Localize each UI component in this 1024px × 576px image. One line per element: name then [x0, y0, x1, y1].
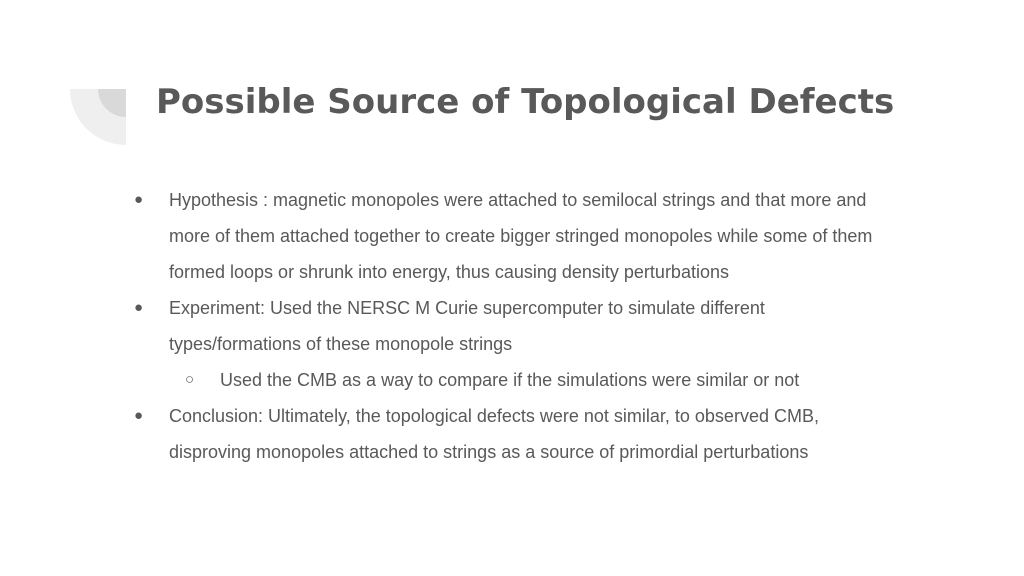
bullet-item-conclusion [132, 398, 892, 470]
sub-bullet-marker: ○ [185, 371, 195, 388]
bullet-item-hypothesis [132, 182, 892, 290]
bullet-text: Hypothesis : magnetic monopoles were attached to semilocal strings and that more and more of them attached together to create bigger stringed monopoles while some of them formed loops or shrunk into energy, thus causing density perturbations [169, 190, 873, 282]
bullet-marker: ● [134, 191, 144, 208]
bullet-list [132, 182, 892, 470]
bullet-text: Used the CMB as a way to compare if the simulations were similar or not [220, 370, 800, 390]
bullet-marker: ● [134, 407, 144, 424]
sub-bullet-item-cmb [132, 362, 892, 398]
bullet-item-experiment [132, 290, 892, 362]
bullet-text: Experiment: Used the NERSC M Curie supercomputer to simulate different types/formations of these monopole strings [169, 298, 765, 354]
bullet-text: Conclusion: Ultimately, the topological defects were not similar, to observed CMB, disproving monopoles attached to strings as a source of primordial perturbations [169, 406, 819, 462]
slide-title: Possible Source of Topological Defects [156, 82, 895, 122]
decorative-circle-shape [70, 89, 126, 145]
bullet-marker: ● [134, 299, 144, 316]
